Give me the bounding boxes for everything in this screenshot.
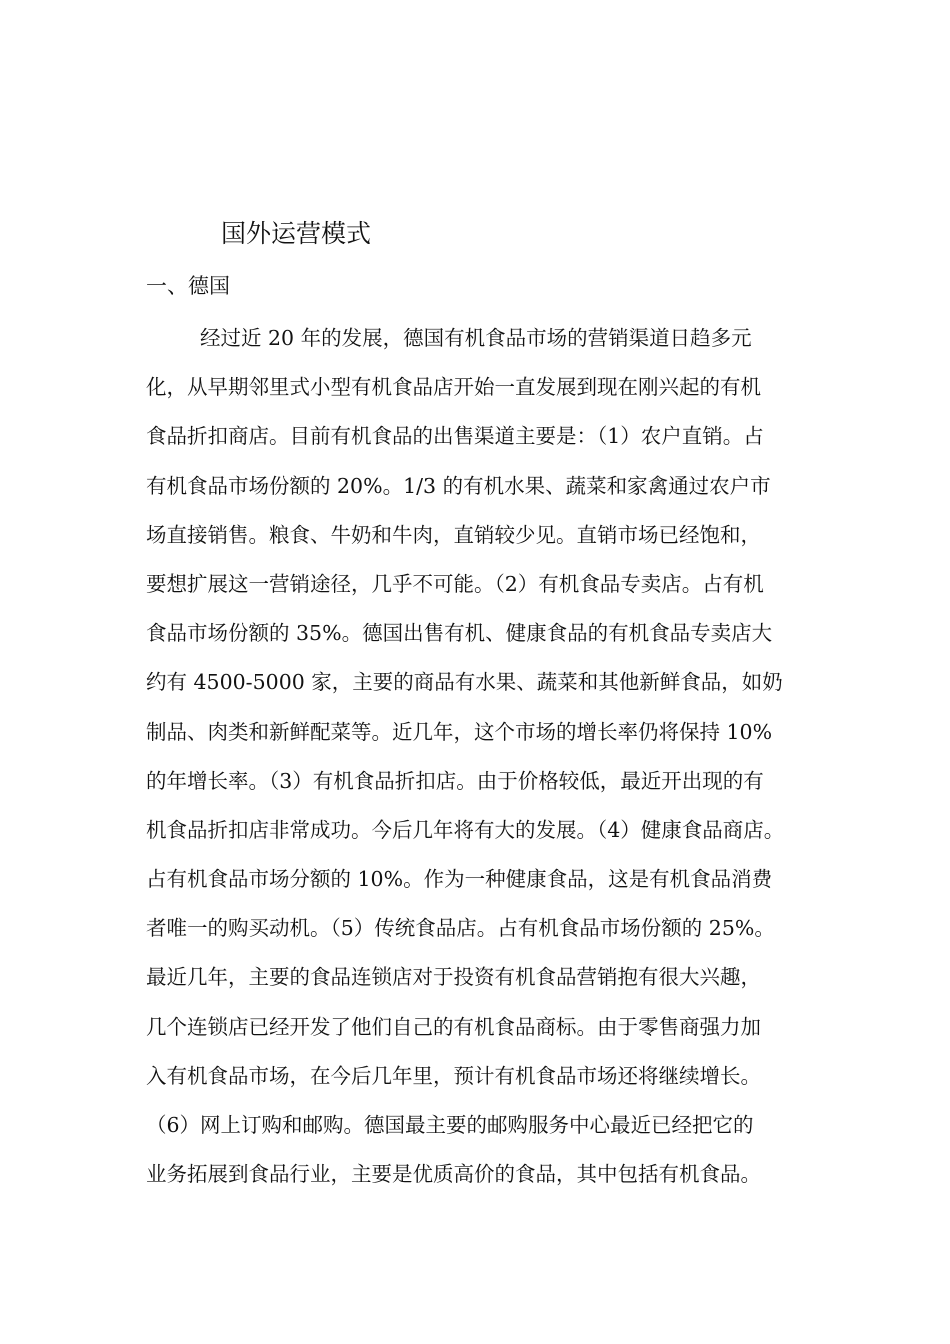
paragraph-line: 有机食品市场份额的 20%。1/3 的有机水果、蔬菜和家禽通过农户市 [146, 473, 771, 498]
paragraph-line: 约有 4500-5000 家，主要的商品有水果、蔬菜和其他新鲜食品，如奶 [146, 670, 783, 695]
paragraph-line: 食品市场份额的 35%。德国出售有机、健康食品的有机食品专卖店大 [146, 621, 773, 646]
paragraph-line: 化，从早期邻里式小型有机食品店开始一直发展到现在刚兴起的有机 [146, 375, 761, 400]
paragraph-line: 食品折扣商店。目前有机食品的出售渠道主要是：（1）农户直销。占 [146, 424, 764, 449]
paragraph-line: 经过近 20 年的发展，德国有机食品市场的营销渠道日趋多元 [200, 326, 752, 350]
document-title: 国外运营模式 [221, 219, 372, 248]
section-heading: 一、德国 [146, 274, 230, 298]
paragraph-line: 制品、肉类和新鲜配菜等。近几年，这个市场的增长率仍将保持 10% [146, 719, 773, 744]
paragraph-line: （6）网上订购和邮购。德国最主要的邮购服务中心最近已经把它的 [146, 1113, 754, 1137]
paragraph-line: 机食品折扣店非常成功。今后几年将有大的发展。（4）健康食品商店。 [146, 817, 785, 842]
paragraph-line: 要想扩展这一营销途径，几乎不可能。（2）有机食品专卖店。占有机 [146, 571, 764, 596]
body-paragraph [146, 314, 810, 1199]
paragraph-line: 业务拓展到食品行业，主要是优质高价的食品，其中包括有机食品。 [146, 1162, 761, 1187]
paragraph-line: 几个连锁店已经开发了他们自己的有机食品商标。由于零售商强力加 [146, 1014, 761, 1039]
paragraph-line: 占有机食品市场分额的 10%。作为一种健康食品，这是有机食品消费 [146, 867, 773, 892]
paragraph-line: 最近几年，主要的食品连锁店对于投资有机食品营销抱有很大兴趣， [146, 965, 761, 990]
paragraph-line: 的年增长率。（3）有机食品折扣店。由于价格较低，最近开出现的有 [146, 768, 764, 793]
paragraph-line: 入有机食品市场，在今后几年里，预计有机食品市场还将继续增长。 [146, 1063, 761, 1088]
paragraph-line: 场直接销售。粮食、牛奶和牛肉，直销较少见。直销市场已经饱和， [146, 522, 761, 547]
paragraph-line: 者唯一的购买动机。（5）传统食品店。占有机食品市场份额的 25%。 [146, 916, 775, 941]
